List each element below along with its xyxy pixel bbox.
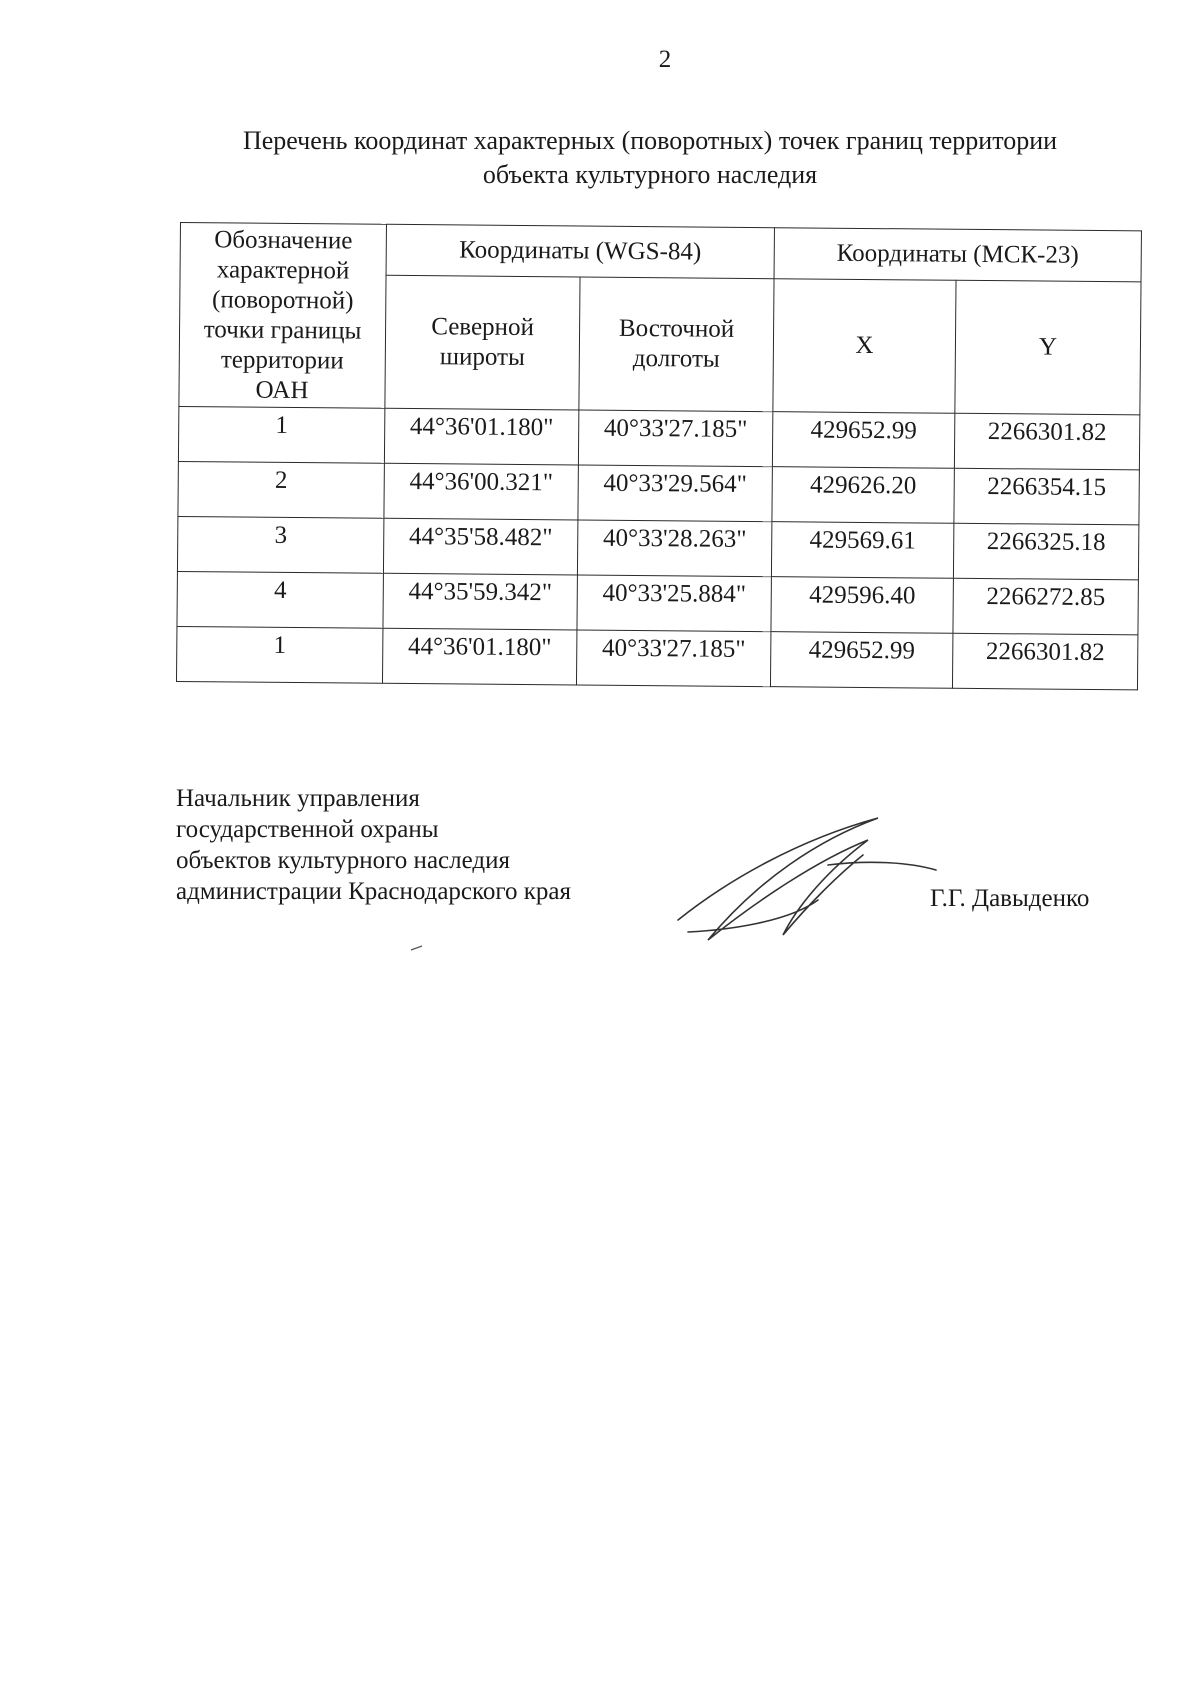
point-cell: 1 [178,406,384,463]
x-header: X [773,279,956,414]
point-cell: 4 [177,571,383,628]
table-row [178,406,1139,469]
x-cell: 429596.40 [771,577,953,634]
position-line: объектов культурного наследия [176,847,510,874]
signatory-position [176,783,571,907]
table-row [177,571,1138,634]
y-cell: 2266272.85 [953,578,1138,635]
table-header-row [180,223,1141,282]
point-designation-header: Обозначение характерной (поворотной) точки границы территории ОАН [179,223,387,409]
longitude-cell: 40°33'28.263" [577,520,771,577]
coordinates-table [176,222,1142,690]
msk23-group-header: Координаты (МСК-23) [774,228,1141,282]
table-row [178,461,1139,524]
y-header: Y [955,280,1141,415]
y-cell: 2266301.82 [952,633,1137,690]
position-line: администрации Краснодарского края [176,878,572,905]
longitude-cell: 40°33'25.884" [577,575,771,632]
point-cell: 1 [176,626,382,683]
x-cell: 429626.20 [772,467,954,524]
y-cell: 2266354.15 [954,468,1139,525]
x-cell: 429652.99 [772,412,954,469]
page-number: 2 [658,46,672,73]
longitude-cell: 40°33'27.185" [576,630,770,687]
position-line: Начальник управления [176,785,420,812]
latitude-header: Северной широты [385,275,580,410]
position-line: государственной охраны [176,816,439,843]
handwritten-signature [668,810,938,950]
scan-mark [410,945,424,951]
latitude-cell: 44°35'58.482" [383,518,577,575]
title-line-2: объекта культурного наследия [482,160,818,189]
document-title [180,124,1120,192]
latitude-cell: 44°36'01.180" [382,628,576,685]
x-cell: 429652.99 [770,632,952,689]
longitude-cell: 40°33'27.185" [578,410,772,467]
longitude-cell: 40°33'29.564" [578,465,772,522]
latitude-cell: 44°36'00.321" [384,463,578,520]
point-cell: 3 [177,516,383,573]
latitude-cell: 44°35'59.342" [383,573,577,630]
x-cell: 429569.61 [771,522,953,579]
signatory-name: Г.Г. Давыденко [930,885,1090,912]
table-row [176,626,1137,689]
table-row [177,516,1138,579]
title-line-1: Перечень координат характерных (поворотных) точек границ территории [242,126,1058,155]
longitude-header: Восточной долготы [579,277,774,412]
latitude-cell: 44°36'01.180" [384,408,578,465]
y-cell: 2266301.82 [954,413,1139,470]
wgs84-group-header: Координаты (WGS-84) [386,224,774,278]
point-cell: 2 [178,461,384,518]
y-cell: 2266325.18 [953,523,1138,580]
